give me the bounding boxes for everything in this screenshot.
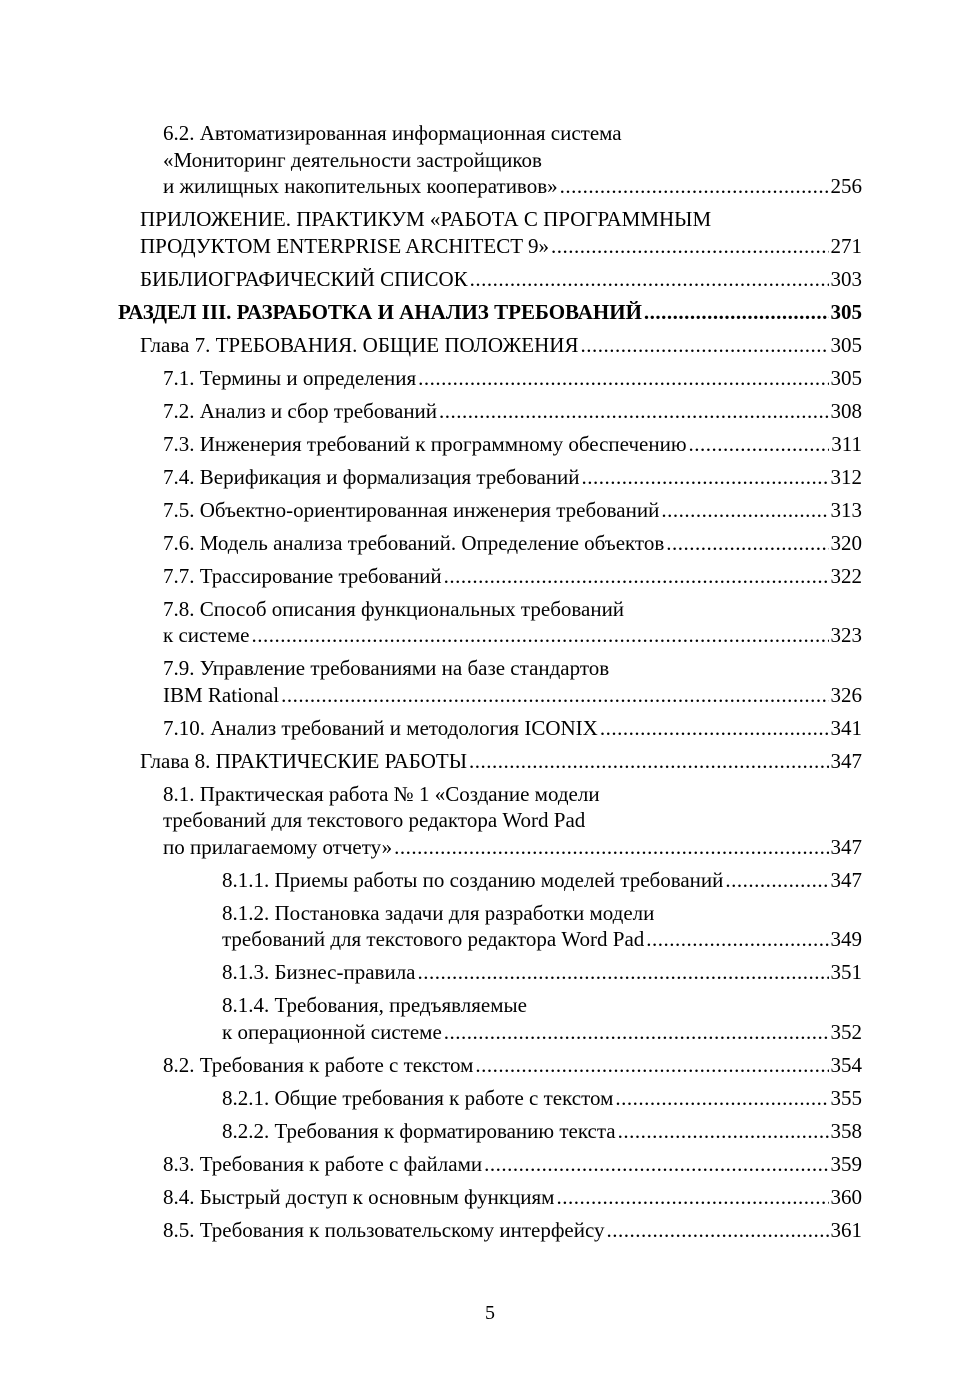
- toc-entry-line: 8.1. Практическая работа № 1 «Создание модели: [163, 781, 600, 806]
- toc-entry-last-line: [118, 299, 862, 326]
- toc-entry-page: 360: [830, 1184, 862, 1209]
- toc-entry-line: «Мониторинг деятельности застройщиков: [163, 147, 542, 172]
- toc-entry: [140, 263, 862, 296]
- toc-entry-last-line: [222, 867, 862, 894]
- toc-entry: [163, 560, 862, 593]
- toc-entry-title: 8.2.1. Общие требования к работе с текстом: [222, 1085, 614, 1110]
- toc-entry-page: 303: [830, 266, 862, 291]
- dot-leader: [580, 332, 828, 359]
- toc-entry: [140, 745, 862, 778]
- dot-leader: [469, 748, 828, 775]
- toc-entry-last-line: [163, 622, 862, 649]
- toc-entry-page: 341: [830, 715, 862, 740]
- toc-entry: [140, 203, 862, 263]
- toc-entry-page: 305: [830, 332, 862, 357]
- toc-entry-last-line: [163, 1151, 862, 1178]
- toc-entry-page: 355: [830, 1085, 862, 1110]
- toc-entry-last-line: [163, 365, 862, 392]
- toc-entry-title: 7.3. Инженерия требований к программному обеспечению: [163, 431, 687, 456]
- toc-entry-page: 358: [830, 1118, 862, 1143]
- toc-entry-page: 347: [830, 748, 862, 773]
- toc-entry: [163, 1148, 862, 1181]
- dot-leader: [444, 1019, 829, 1046]
- toc-entry: [163, 593, 862, 653]
- toc-entry-page: 256: [830, 174, 862, 198]
- toc-entry-page: 359: [830, 1151, 862, 1176]
- toc-entry-line: 8.1.2. Постановка задачи для разработки модели: [222, 900, 655, 925]
- toc-entry-line: 7.8. Способ описания функциональных требований: [163, 596, 625, 621]
- toc-entry-page: 311: [831, 431, 862, 456]
- toc-entry-last-line: [163, 173, 862, 200]
- toc-entry-last-line: [140, 748, 862, 775]
- dot-leader: [582, 464, 829, 491]
- dot-leader: [475, 1052, 828, 1079]
- toc-entry-page: 312: [830, 464, 862, 489]
- toc-entry-title: РАЗДЕЛ III. РАЗРАБОТКА И АНАЛИЗ ТРЕБОВАНИЙ: [118, 299, 642, 324]
- toc-entry: [163, 1181, 862, 1214]
- toc-entry-line: ПРИЛОЖЕНИЕ. ПРАКТИКУМ «РАБОТА С ПРОГРАММНЫМ: [140, 207, 712, 231]
- dot-leader: [418, 959, 829, 986]
- page-number: 5: [485, 1302, 495, 1324]
- toc-entry-page: 326: [830, 682, 862, 707]
- toc-entry-last-line: [140, 233, 862, 260]
- toc-entry-last-line: [163, 563, 862, 590]
- dot-leader: [666, 530, 828, 557]
- dot-leader: [281, 682, 828, 709]
- toc-entry: [140, 329, 862, 362]
- toc-entry: [222, 864, 862, 897]
- toc-entry-title: 8.1.1. Приемы работы по созданию моделей требований: [222, 867, 724, 892]
- toc-entry-title: 8.1.3. Бизнес-правила: [222, 960, 416, 984]
- toc-entry: [222, 989, 862, 1049]
- toc-entry-page: 305: [830, 365, 862, 390]
- dot-leader: [394, 834, 828, 861]
- toc-entry-title: по прилагаемому отчету»: [163, 834, 393, 859]
- toc-entry: [163, 362, 862, 395]
- dot-leader: [644, 299, 829, 326]
- toc-entry-title: 7.5. Объектно-ориентированная инженерия требований: [163, 497, 660, 522]
- toc-entry-page: 349: [830, 927, 862, 951]
- toc-entry-title: БИБЛИОГРАФИЧЕСКИЙ СПИСОК: [140, 266, 468, 291]
- toc-entry: [163, 652, 862, 712]
- toc-entry-title: Глава 8. ПРАКТИЧЕСКИЕ РАБОТЫ: [140, 748, 468, 773]
- toc-entry: [222, 897, 862, 957]
- toc-entry-last-line: [163, 530, 862, 557]
- toc-entry-title: 8.4. Быстрый доступ к основным функциям: [163, 1184, 555, 1209]
- dot-leader: [551, 233, 829, 260]
- toc-entry-line: 6.2. Автоматизированная информационная система: [163, 121, 622, 145]
- toc-entry-title: 7.10. Анализ требований и методология ICONIX: [163, 715, 598, 740]
- toc-entry-last-line: [163, 715, 862, 742]
- dot-leader: [618, 1118, 829, 1145]
- toc-entry-page: 305: [830, 299, 862, 324]
- toc-entry-last-line: [163, 682, 862, 709]
- toc-entry: [163, 117, 862, 203]
- toc-entry: [163, 461, 862, 494]
- dot-leader: [689, 431, 830, 458]
- dot-leader: [607, 1217, 829, 1244]
- toc-entry-last-line: [163, 1217, 862, 1244]
- toc-entry: [163, 1214, 862, 1247]
- toc-entry-page: 347: [830, 834, 862, 859]
- toc-entry-last-line: [222, 926, 862, 953]
- toc-entry-last-line: [163, 1184, 862, 1211]
- toc-entry-title: ПРОДУКТОМ ENTERPRISE ARCHITECT 9»: [140, 233, 549, 258]
- toc-entry-title: к операционной системе: [222, 1019, 442, 1044]
- toc-entry-title: 7.4. Верификация и формализация требований: [163, 464, 580, 489]
- toc-entry-page: 322: [830, 563, 862, 588]
- toc-entry: [222, 1115, 862, 1148]
- toc-entry-title: и жилищных накопительных кооперативов»: [163, 174, 558, 198]
- toc-entry: [163, 712, 862, 745]
- toc-entry-page: 320: [830, 530, 862, 555]
- toc-entry-title: к системе: [163, 623, 250, 647]
- toc-entry-last-line: [163, 1052, 862, 1079]
- toc-entry: [163, 494, 862, 527]
- toc-entry: [163, 428, 862, 461]
- toc-entry-page: 271: [830, 233, 862, 258]
- toc-entry: [163, 395, 862, 428]
- toc-entry: [222, 956, 862, 989]
- dot-leader: [560, 173, 829, 200]
- toc-entry-line: 7.9. Управление требованиями на базе стандартов: [163, 656, 610, 680]
- toc-entry-last-line: [222, 959, 862, 986]
- toc-entry: [163, 527, 862, 560]
- toc-entry-title: 8.5. Требования к пользовательскому интерфейсу: [163, 1217, 605, 1242]
- toc-entry-title: 8.2. Требования к работе с текстом: [163, 1052, 474, 1077]
- toc-entry-page: 352: [830, 1019, 862, 1044]
- toc-entry: [163, 778, 862, 864]
- toc-entry-page: 308: [830, 398, 862, 423]
- toc-entry-last-line: [140, 332, 862, 359]
- toc-entry-last-line: [163, 497, 862, 524]
- toc-entry-page: 361: [830, 1217, 862, 1242]
- dot-leader: [600, 715, 829, 742]
- toc-entry-page: 347: [830, 867, 862, 892]
- toc-entry-page: 313: [830, 497, 862, 522]
- toc-entry-page: 351: [830, 960, 862, 984]
- dot-leader: [251, 622, 828, 649]
- toc-entry-last-line: [163, 431, 862, 458]
- toc-entry-page: 323: [830, 623, 862, 647]
- dot-leader: [439, 398, 828, 425]
- toc-entry-title: 7.1. Термины и определения: [163, 365, 417, 390]
- toc-entry-title: 7.2. Анализ и сбор требований: [163, 398, 438, 423]
- dot-leader: [646, 926, 828, 953]
- toc-entry-title: 8.2.2. Требования к форматированию текста: [222, 1118, 616, 1143]
- dot-leader: [556, 1184, 828, 1211]
- dot-leader: [661, 497, 828, 524]
- toc-entry-last-line: [163, 834, 862, 861]
- dot-leader: [484, 1151, 828, 1178]
- dot-leader: [725, 867, 828, 894]
- toc-entry-last-line: [163, 464, 862, 491]
- toc-entry-page: 354: [830, 1052, 862, 1077]
- toc-entry-last-line: [222, 1118, 862, 1145]
- toc-entry: [222, 1082, 862, 1115]
- toc-entry-last-line: [163, 398, 862, 425]
- dot-leader: [470, 266, 829, 293]
- dot-leader: [444, 563, 829, 590]
- toc-entry-title: требований для текстового редактора Word Pad: [222, 927, 645, 951]
- toc-entry-line: 8.1.4. Требования, предъявляемые: [222, 993, 527, 1017]
- toc-entry: [163, 1049, 862, 1082]
- toc-entry-title: 8.3. Требования к работе с файлами: [163, 1151, 483, 1176]
- toc-entry-title: IBM Rational: [163, 682, 280, 707]
- toc-entry-last-line: [140, 266, 862, 293]
- dot-leader: [418, 365, 828, 392]
- table-of-contents: [0, 117, 980, 1247]
- toc-entry-last-line: [222, 1085, 862, 1112]
- toc-entry-title: 7.6. Модель анализа требований. Определение объектов: [163, 530, 665, 555]
- toc-entry-title: 7.7. Трассирование требований: [163, 563, 442, 588]
- toc-entry-last-line: [222, 1019, 862, 1046]
- toc-entry: [118, 296, 862, 329]
- dot-leader: [615, 1085, 828, 1112]
- toc-entry-line: требований для текстового редактора Word Pad: [163, 808, 586, 832]
- toc-entry-title: Глава 7. ТРЕБОВАНИЯ. ОБЩИЕ ПОЛОЖЕНИЯ: [140, 332, 579, 357]
